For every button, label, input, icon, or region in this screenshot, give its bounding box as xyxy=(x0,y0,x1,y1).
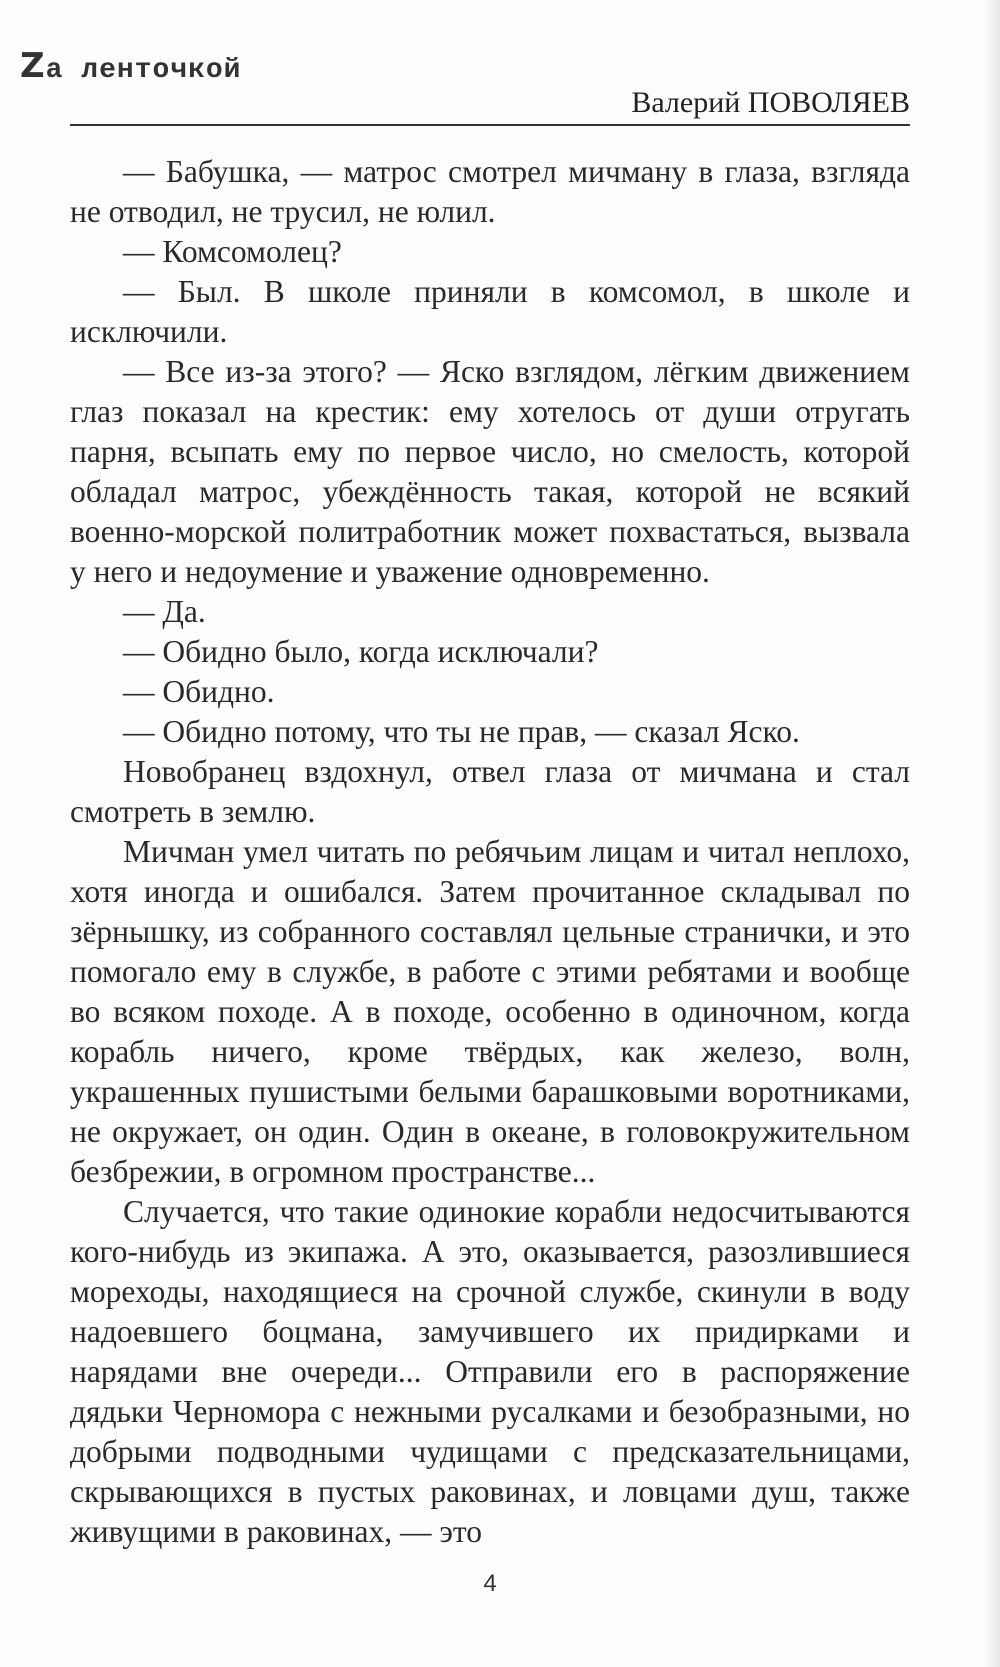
paragraph: — Бабушка, — матрос смотрел мичману в глаза, взгляда не отводил, не трусил, не юлил. xyxy=(70,154,910,229)
paragraph: Мичман умел читать по ребячьим лицам и читал неплохо, хотя иногда и ошибался. Затем прочитанное складывал по зёрнышку, из собранного составлял цельные странички, и это помогало ему в службе, в работе с этими ребятами и вообще во всяком походе. А в походе, особенно в одиночном, когда корабль ничего, кроме твёрдых, как железо, волн, украшенных пушистыми белыми барашковыми воротниками, не окружает, он один. Один в океане, в головокружительном безбрежии, в огромном пространстве... xyxy=(70,834,910,1189)
page-number: 4 xyxy=(483,1570,497,1597)
paragraph: — Все из-за этого? — Яско взглядом, лёгким движением глаз показал на крестик: ему хотелось от души отругать парня, всыпать ему по первое число, но смелость, которой обладал матрос, убеждённость такая, которой не всякий военно-морской политработник может похвастаться, вызвала у него и недоумение и уважение одновременно. xyxy=(70,354,910,589)
paragraph: — Комсомолец? xyxy=(123,234,342,269)
paragraph: — Обидно было, когда исключали? xyxy=(123,634,599,669)
series-title-rest: а ленточкой xyxy=(45,55,242,86)
paragraph: — Обидно потому, что ты не прав, — сказал Яско. xyxy=(123,714,800,749)
paragraph: Случается, что такие одинокие корабли недосчитываются кого-нибудь из экипажа. А это, оказывается, разозлившиеся мореходы, находящиеся на срочной службе, скинули в воду надоевшего боцмана, замучившего их придирками и нарядами вне очереди... Отправили его в распоряжение дядьки Черномора с нежными русалками и безобразными, но добрыми подводными чудищами с предсказательницами, скрывающихся в пустых раковинах, и ловцами душ, также живущими в раковинах, — это xyxy=(70,1194,910,1549)
paragraph: — Обидно. xyxy=(123,674,275,709)
body-text xyxy=(70,152,910,1552)
paragraph: — Был. В школе приняли в комсомол, в школе и исключили. xyxy=(70,274,910,349)
series-title-initial: Z xyxy=(20,46,46,86)
paragraph: Новобранец вздохнул, отвел глаза от мичмана и стал смотреть в землю. xyxy=(70,754,910,829)
page-edge-shadow xyxy=(982,0,1000,1667)
running-header xyxy=(20,40,910,132)
header-rule xyxy=(70,124,910,126)
series-title xyxy=(20,46,242,86)
author-name: Валерий ПОВОЛЯЕВ xyxy=(631,86,910,119)
paragraph: — Да. xyxy=(123,594,206,629)
